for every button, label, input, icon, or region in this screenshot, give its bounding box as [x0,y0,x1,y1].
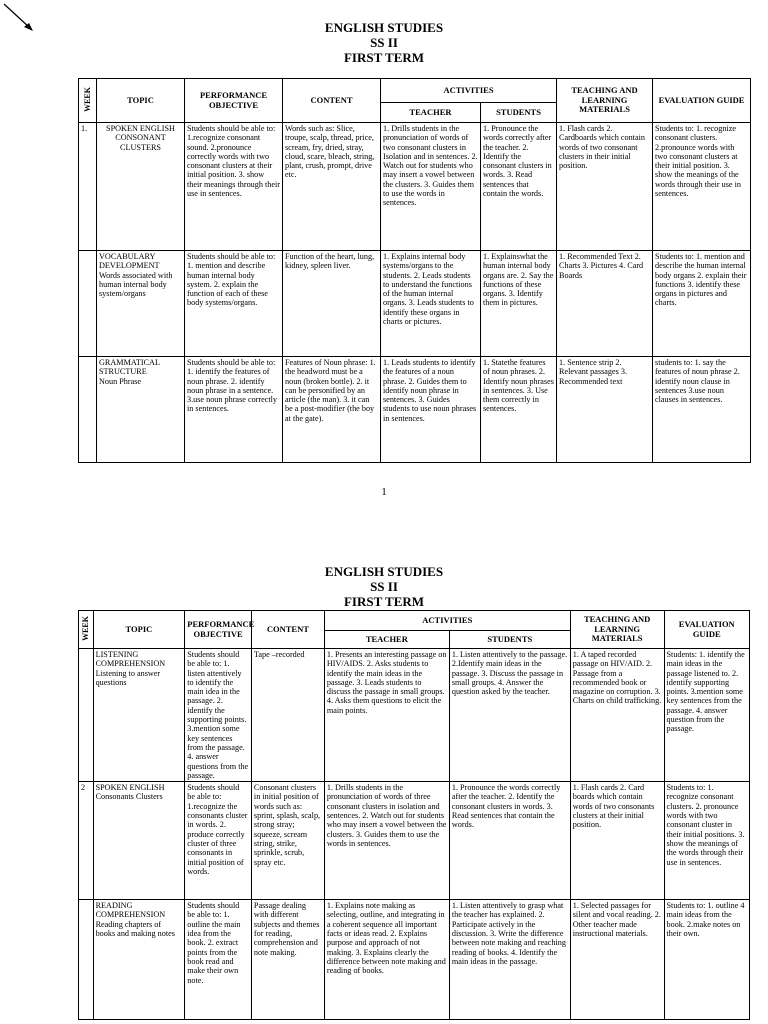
header-class: SS II [370,35,398,50]
content-cell: Words such as: Slice, troupe, scalp, thread, price, scream, fry, dried, stray, cloud, scare, bleach, string, plant, crush, prompt, drive etc. [283,123,381,251]
content-cell: Passage dealing with different subjects and themes for reading, comprehension and note making. [251,900,324,1020]
evaluation-cell: Students: 1. identify the main ideas in the passage listened to. 2. identify supporting points. 3.mention some key sentences from the passage. 4. answer question from the passage. [664,649,750,782]
table-row [79,649,750,782]
materials-cell: 1. Recommended Text 2. Charts 3. Pictures 4. Card Boards [557,251,653,357]
objective-cell: Students should be able to: 1.recognize consonant sound. 2.pronounce correctly words with two consonant clusters at their initial position. 3. show their meanings through their use in sentences. [185,123,283,251]
content-cell: Tape –recorded [251,649,324,782]
header-subject: ENGLISH STUDIES [324,564,444,579]
topic-cell: SPOKEN ENGLISH CONSONANT CLUSTERS [97,123,185,251]
col-students: STUDENTS [481,103,557,123]
students-cell: 1. Explainswhat the human internal body organs are. 2. Say the functions of these organs. 3. Identify them in pictures. [481,251,557,357]
col-teacher: TEACHER [324,631,449,649]
scheme-table [78,610,750,1020]
week-cell: 1. [79,123,97,251]
objective-cell: Students should be able to: 1. identify the features of noun phrase. 2. identify noun phrase in a sentence. 3.use noun phrase correctly in sentences. [185,357,283,463]
col-students: STUDENTS [449,631,570,649]
materials-cell: 1. Flash cards 2. Card boards which contain words of two consonants clusters at their initial position. [570,782,664,900]
week-cell [79,900,94,1020]
topic-cell: GRAMMATICAL STRUCTURE Noun Phrase [97,357,185,463]
content-cell: Function of the heart, lung, kidney, spleen liver. [283,251,381,357]
objective-cell: Students should be able to: 1. outline the main idea from the book. 2. extract points from the book read and make their own note. [185,900,252,1020]
week-cell [79,357,97,463]
col-teacher: TEACHER [381,103,481,123]
table-row [79,251,751,357]
students-cell: 1. Statethe features of noun phrases. 2. Identify noun phrases in sentences. 3. Use them correctly in sentences. [481,357,557,463]
teacher-cell: 1. Drills students in the pronunciation of words of three consonant clusters in isolation and sentences. 2. Watch out for students who may insert a vowel between the clusters. 3. Guides them to use the words in sentences. [324,782,449,900]
page-header [0,20,768,65]
teacher-cell: 1. Drills students in the pronunciation of words of two consonant clusters in Isolation and in sentences. 2. Watch out for students who may insert a vowel between the clusters. 3. Guides them to use the words in sentences. [381,123,481,251]
objective-cell: Students should be able to: 1. listen attentively to identify the main idea in the passage. 2. identify the supporting points. 3.mention some key sentences from the passage. 4. answer questions from the passage. [185,649,252,782]
content-cell: Consonant clusters in initial position of words such as: sprint, splash, scalp, strong stray; squeeze, scream string, strike, sprinkle, scrub, spray etc. [251,782,324,900]
objective-cell: Students should be able to: 1.recognize the consonants cluster in words. 2. produce correctly cluster of three consonants in initial position of words. [185,782,252,900]
evaluation-cell: Students to: 1. recognize consonant clusters. 2. pronounce words with two consonant cluster in their initial positions. 3. show the meanings of the words through their use in sentences. [664,782,750,900]
col-week: WEEK [79,611,94,649]
topic-cell: LISTENING COMPREHENSION Listening to answer questions [93,649,185,782]
teacher-cell: 1. Leads students to identify the features of a noun phrase. 2. Guides them to identify noun phrase in sentences. 3. Guides students to use noun phrases in sentences. [381,357,481,463]
topic-cell: SPOKEN ENGLISH Consonants Clusters [93,782,185,900]
header-class: SS II [370,579,398,594]
students-cell: 1. Listen attentively to the passage. 2.Identify main ideas in the passage. 3. Discuss the passage in small groups. 4. Answer the question asked by the teacher. [449,649,570,782]
table-row [79,357,751,463]
col-topic: TOPIC [93,611,185,649]
materials-cell: 1. A taped recorded passage on HIV/AID. 2. Passage from a recommended book or magazine on corruption. 3. Charts on child trafficking. [570,649,664,782]
table-row [79,782,750,900]
topic-cell: VOCABULARY DEVELOPMENT Words associated with human internal body system/organs [97,251,185,357]
teacher-cell: 1. Presents an interesting passage on HIV/AIDS. 2. Asks students to identify the main ideas in the passage. 3. Leads students to discuss the passage in small groups. 4. Asks them questions to elicit the main points. [324,649,449,782]
col-activities: ACTIVITIES [381,79,557,103]
evaluation-cell: Students to: 1. mention and describe the human internal body organs 2. explain their functions 3. identify these organs in pictures and charts. [653,251,751,357]
page-header [0,564,768,609]
col-materials: TEACHING AND LEARNING MATERIALS [570,611,664,649]
scheme-table [78,78,751,463]
table-row [79,900,750,1020]
content-cell: Features of Noun phrase: 1. the headword must be a noun (broken bottle). 2. it can be personified by an article (the man). 3. it can be a post-modifier (the boy at the gate). [283,357,381,463]
col-content: CONTENT [251,611,324,649]
col-topic: TOPIC [97,79,185,123]
col-evaluation: EVALUATION GUIDE [653,79,751,123]
week-cell: 2 [79,782,94,900]
topic-cell: READING COMPREHENSION Reading chapters of books and making notes [93,900,185,1020]
materials-cell: 1. Selected passages for silent and vocal reading. 2. Other teacher made instructional materials. [570,900,664,1020]
week-cell [79,251,97,357]
table-row [79,123,751,251]
evaluation-cell: Students to: 1. recognize consonant clusters. 2.pronounce words with two consonant clusters at their initial position. 3. show the meanings of the words through their use in sentences. [653,123,751,251]
teacher-cell: 1. Explains note making as selecting, outline, and integrating in a coherent sequence all important facts or ideas read. 2. Explains purpose and approach of not making. 3. Explains clearly the difference between note making and reading of books. [324,900,449,1020]
col-week: WEEK [79,79,97,123]
col-materials: TEACHING AND LEARNING MATERIALS [557,79,653,123]
header-subject: ENGLISH STUDIES [324,20,444,35]
page-number: 1 [381,486,387,498]
evaluation-cell: students to: 1. say the features of noun phrase 2. identify noun clause in sentences 3.use noun clauses in sentences. [653,357,751,463]
students-cell: 1. Pronounce the words correctly after the teacher. 2. Identify the consonant clusters in words. 3. Read sentences that contain the words. [481,123,557,251]
col-activities: ACTIVITIES [324,611,570,631]
materials-cell: 1. Flash cards 2. Cardboards which contain words of two consonant clusters in their initial position. [557,123,653,251]
col-objective: PERFORMANCE OBJECTIVE [185,79,283,123]
col-objective: PERFORMANCE OBJECTIVE [185,611,252,649]
week-cell [79,649,94,782]
header-term: FIRST TERM [343,50,425,65]
col-content: CONTENT [283,79,381,123]
col-evaluation: EVALUATION GUIDE [664,611,750,649]
students-cell: 1. Pronounce the words correctly after the teacher. 2. Identify the consonant clusters in words. 3. Read sentences that contain the words. [449,782,570,900]
students-cell: 1. Listen attentively to grasp what the teacher has explained. 2. Participate actively in the discussion. 3. Write the difference between note making and reaching reading of books. 4. Identify the main ideas in the passage. [449,900,570,1020]
objective-cell: Students should be able to: 1. mention and describe human internal body system. 2. explain the function of each of these body systems/organs. [185,251,283,357]
header-term: FIRST TERM [343,594,425,609]
teacher-cell: 1. Explains internal body systems/organs to the students. 2. Leads students to understand the functions of the human internal organs. 3. Leads students to identify these organs in charts or pictures. [381,251,481,357]
materials-cell: 1. Sentence strip 2. Relevant passages 3. Recommended text [557,357,653,463]
evaluation-cell: Students to: 1. outline 4 main ideas from the book. 2.make notes on their own. [664,900,750,1020]
